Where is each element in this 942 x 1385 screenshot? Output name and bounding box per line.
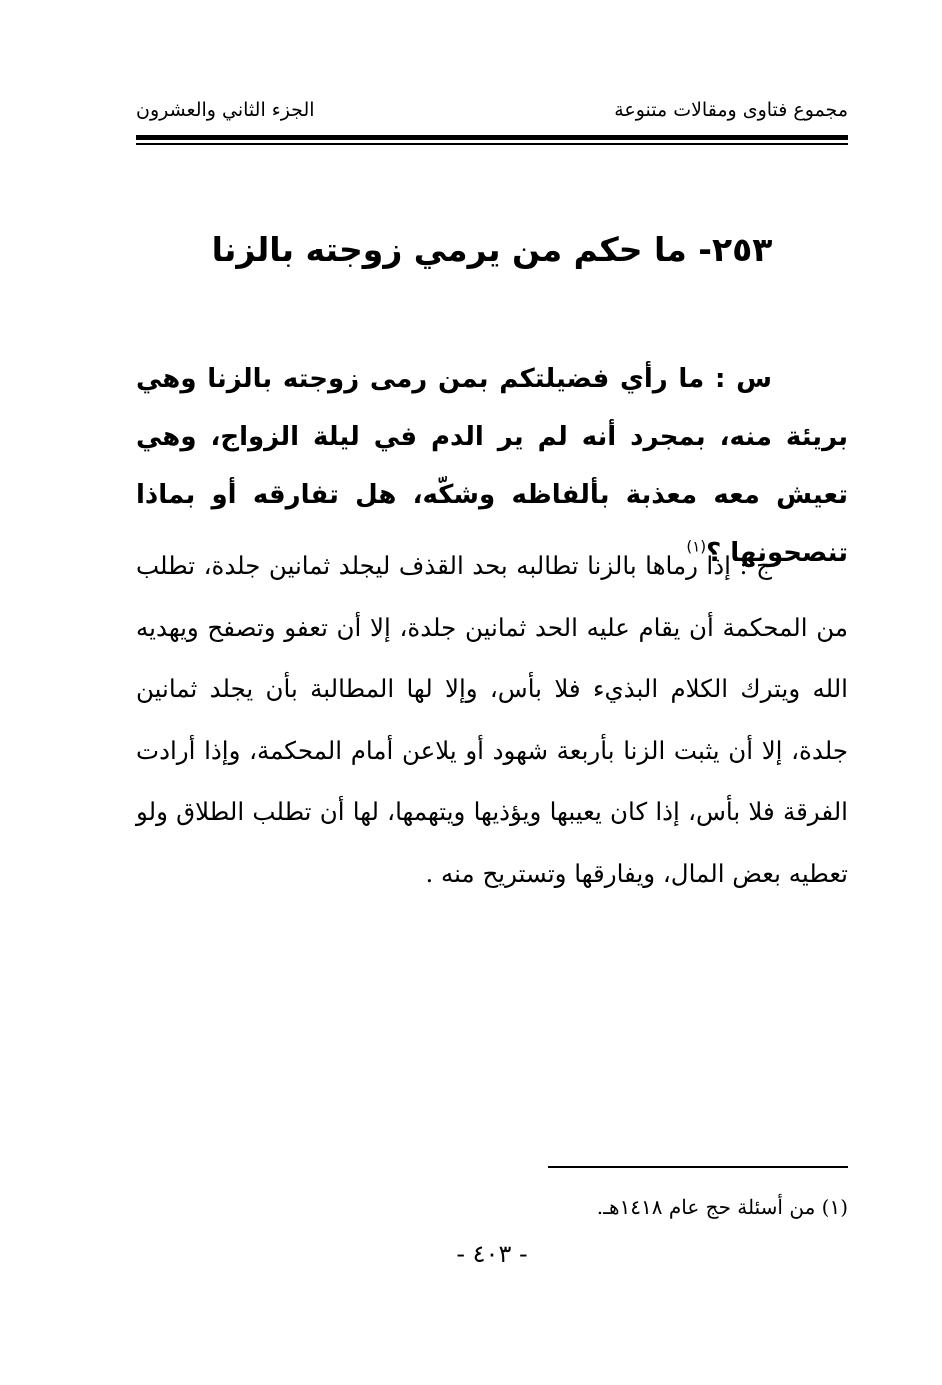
answer-paragraph xyxy=(136,535,848,904)
page-number: - ٤٠٣ - xyxy=(456,1240,528,1268)
header-rule-thick xyxy=(136,135,848,140)
footnote-divider xyxy=(548,1166,848,1168)
running-header xyxy=(136,92,848,128)
fatwa-title: ٢٥٣- ما حكم من يرمي زوجته بالزنا xyxy=(211,230,773,269)
answer-text: ج : إذا رماها بالزنا تطالبه بحد القذف ليجلد ثمانين جلدة، تطلب من المحكمة أن يقام عليه الحد ثمانين جلدة، إلا أن تعفو وتصفح ويهديه الله ويترك الكلام البذيء فلا بأس، وإلا لها المطالبة بأن يجلد ثمانين جلدة، إلا أن يثبت الزنا بأربعة شهود أو يلاعن أمام المحكمة، وإذا أرادت الفرقة فلا بأس، إذا كان يعيبها ويؤذيها ويتهمها، لها أن تطلب الطلاق ولو تعطيه بعض المال، ويفارقها وتستريح منه . xyxy=(136,551,848,888)
volume-label: الجزء الثاني والعشرون xyxy=(136,99,315,121)
header-rule-thin xyxy=(136,143,848,145)
footnote-reference: (١) xyxy=(686,537,707,556)
footnote: (١) من أسئلة حج عام ١٤١٨هـ. xyxy=(596,1195,848,1219)
question-text: س : ما رأي فضيلتكم بمن رمى زوجته بالزنا وهي بريئة منه، بمجرد أنه لم ير الدم في ليلة الزواج، وهي تعيش معه معذبة بألفاظه وشكّه، هل تفارقه أو بماذا تنصحونها ؟ xyxy=(136,364,848,568)
book-title: مجموع فتاوى ومقالات متنوعة xyxy=(614,99,848,121)
